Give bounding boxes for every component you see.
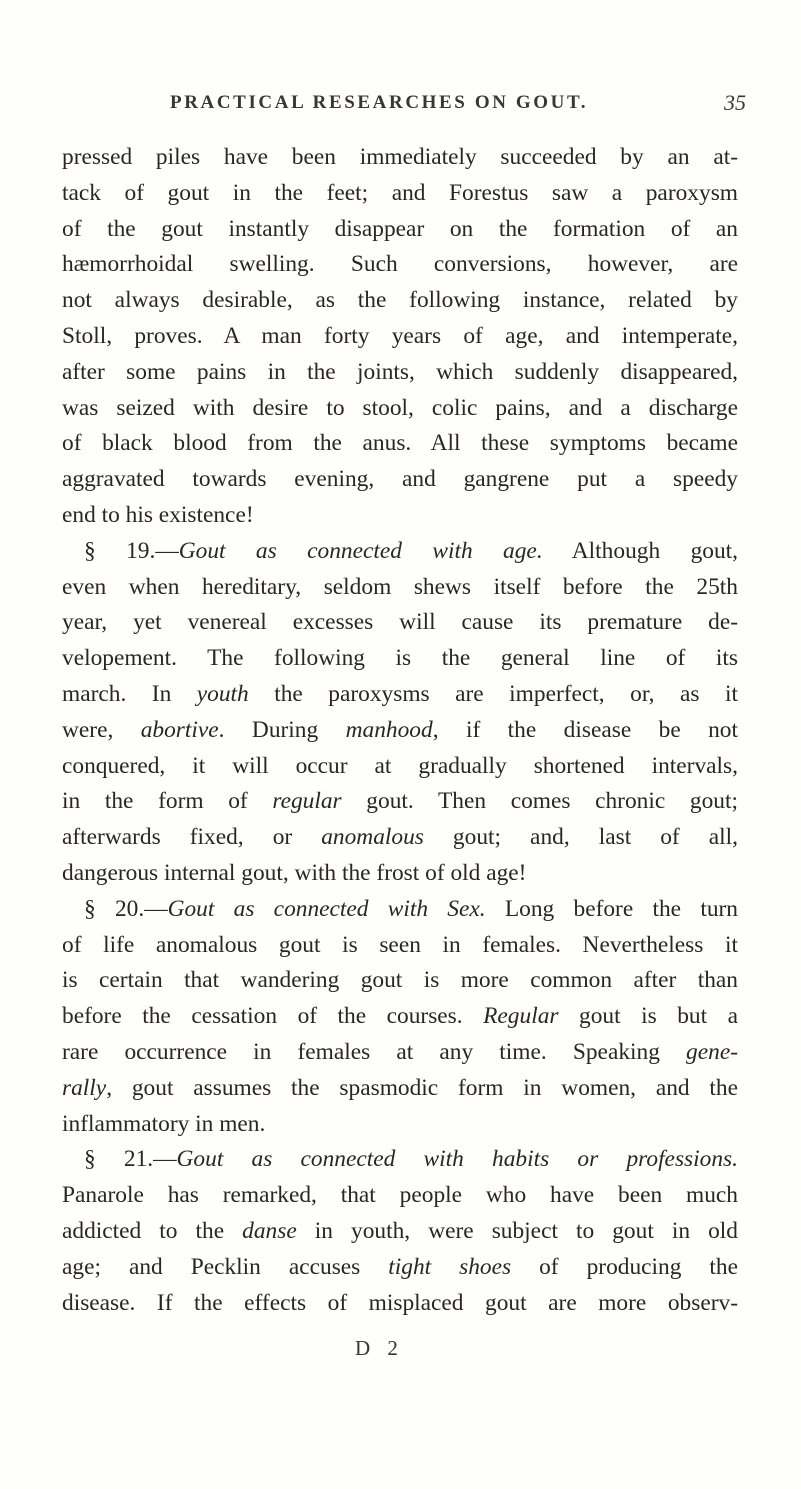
emphasis: tight shoes — [388, 1253, 512, 1280]
emphasis: Regular — [483, 1003, 559, 1030]
text-line: was seized with desire to stool, colic pains, and a discharge — [62, 394, 738, 421]
text-line: of the gout instantly disappear on the formation of an — [62, 215, 738, 242]
signature-mark: D 2 — [355, 1336, 404, 1360]
text-line: even when hereditary, seldom shews itself before the 25th — [62, 573, 738, 600]
text-line — [62, 820, 738, 856]
section-heading: Gout as connected with Sex. — [167, 895, 486, 922]
section-mark: § 21.— — [84, 1146, 177, 1173]
text-line: tack of gout in the feet; and Forestus saw a paroxysm — [62, 179, 738, 206]
emphasis: abortive — [140, 716, 219, 743]
running-head — [0, 92, 801, 132]
body-text — [62, 140, 738, 1321]
text-run: gout; and, last of all, — [423, 824, 738, 851]
text-run: addicted to the — [62, 1217, 243, 1244]
text-run: in the form of — [62, 788, 273, 815]
emphasis: regular — [272, 788, 342, 815]
text-line — [62, 1214, 738, 1250]
page-number: 35 — [724, 90, 746, 115]
text-run: rare occurrence in females at any time. Speaking — [62, 1038, 687, 1065]
text-run: gout is but a — [558, 1003, 738, 1030]
text-line: hæmorrhoidal swelling. Such conversions, however, are — [62, 251, 738, 278]
text-line — [62, 1035, 738, 1071]
section-heading: Gout as connected with habits or professions. — [176, 1146, 738, 1173]
text-run: in youth, were subject to gout in old — [296, 1217, 739, 1244]
section-19-line — [62, 534, 738, 570]
section-20-line — [62, 892, 738, 928]
emphasis: anomalous — [321, 824, 424, 851]
text-line: conquered, it will occur at gradually shortened intervals, — [62, 752, 738, 779]
text-line: aggravated towards evening, and gangrene put a speedy — [62, 466, 738, 493]
emphasis: gene- — [686, 1038, 738, 1065]
section-heading: Gout as connected with age. — [178, 537, 543, 564]
emphasis: danse — [242, 1217, 297, 1244]
text-run: Although gout, — [542, 537, 738, 564]
text-line: after some pains in the joints, which suddenly disappeared, — [62, 358, 738, 385]
text-run: gout. Then comes chronic gout; — [341, 788, 738, 815]
text-line: dangerous internal gout, with the frost of old age! — [62, 859, 527, 886]
text-line — [62, 999, 738, 1035]
section-mark: § 20.— — [84, 895, 168, 922]
text-line: year, yet venereal excesses will cause its premature de- — [62, 609, 738, 636]
text-run: , if the disease be not — [432, 716, 739, 743]
running-head-title: PRACTICAL RESEARCHES ON GOUT. — [170, 92, 589, 113]
text-line: is certain that wandering gout is more common after than — [62, 967, 738, 994]
text-line: pressed piles have been immediately succeeded by an at- — [62, 144, 738, 170]
text-run: march. In — [62, 680, 197, 707]
text-line: Panarole has remarked, that people who have been much — [62, 1182, 738, 1209]
emphasis: manhood — [345, 716, 433, 743]
section-21-line — [62, 1142, 738, 1178]
text-run: were, — [62, 716, 141, 743]
text-line — [62, 677, 738, 713]
text-line: not always desirable, as the following instance, related by — [62, 287, 738, 314]
text-line: of life anomalous gout is seen in females. Nevertheless it — [62, 931, 738, 958]
text-run: the paroxysms are imperfect, or, as it — [248, 680, 738, 707]
text-run: afterwards fixed, or — [62, 824, 322, 851]
text-run: Long before the turn — [485, 895, 738, 922]
text-line: end to his existence! — [62, 501, 254, 528]
text-run: . During — [218, 716, 346, 743]
text-line: of black blood from the anus. All these symptoms became — [62, 430, 738, 457]
text-line — [62, 784, 738, 820]
text-line — [62, 1250, 738, 1286]
text-line: Stoll, proves. A man forty years of age, and intemperate, — [62, 322, 738, 349]
text-line — [62, 713, 738, 749]
text-run: age; and Pecklin accuses — [62, 1253, 389, 1280]
text-run: , gout assumes the spasmodic form in women, and the — [106, 1074, 738, 1101]
text-line: velopement. The following is the general line of its — [62, 645, 738, 672]
emphasis: youth — [196, 680, 249, 707]
text-line: inflammatory in men. — [62, 1110, 266, 1137]
emphasis: rally — [62, 1074, 107, 1101]
section-mark: § 19.— — [84, 537, 179, 564]
text-run: before the cessation of the courses. — [62, 1003, 484, 1030]
text-line — [62, 1071, 738, 1107]
text-run: of producing the — [511, 1253, 738, 1280]
text-line: disease. If the effects of misplaced gout are more observ- — [62, 1289, 738, 1316]
